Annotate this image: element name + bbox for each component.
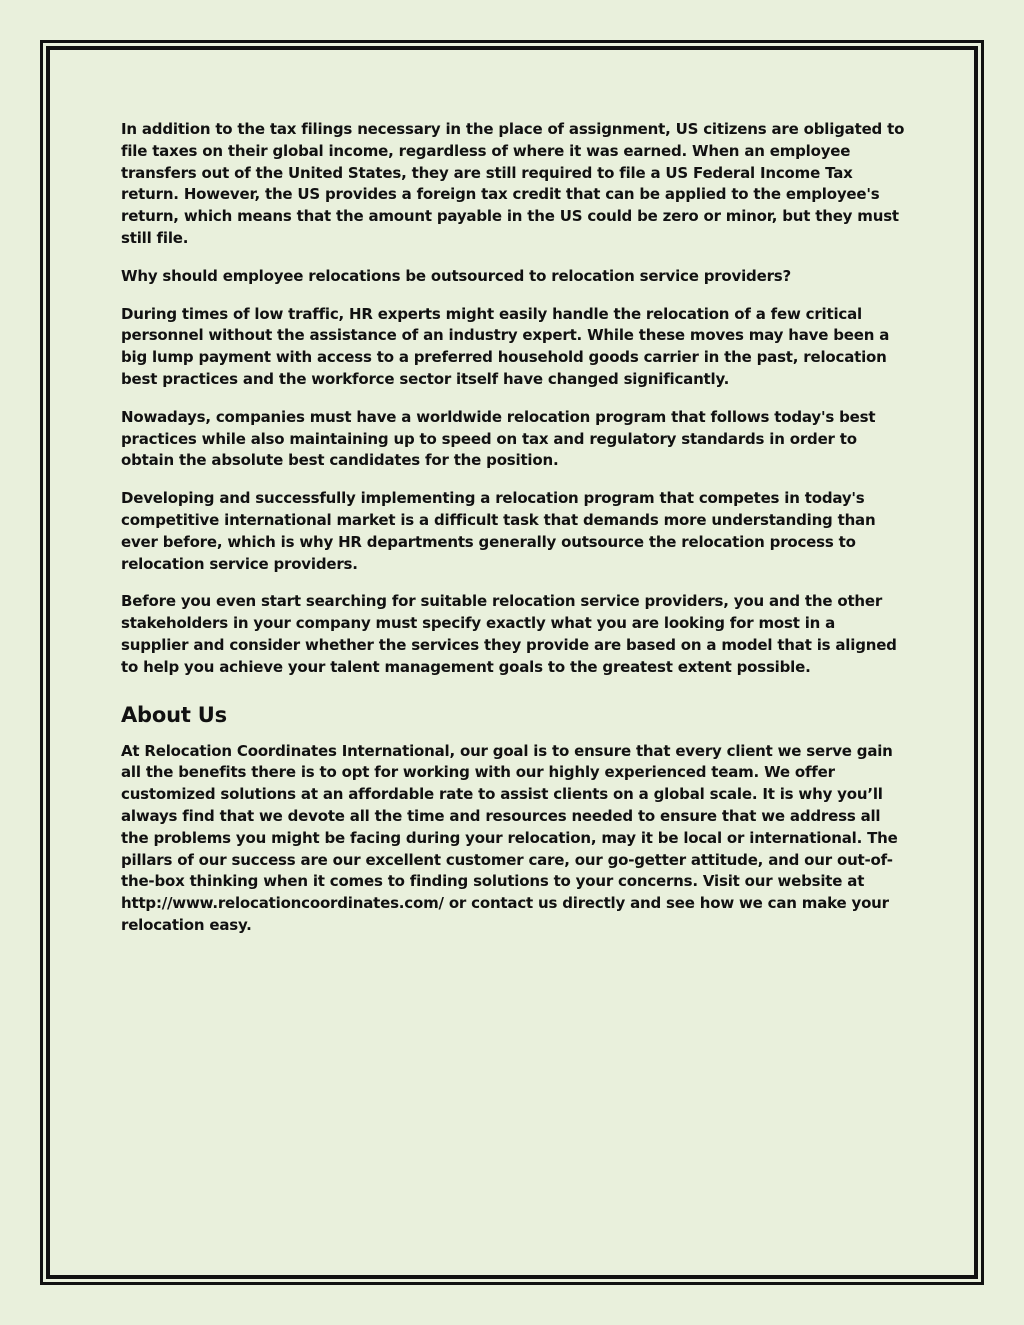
paragraph-outsourcing-question: Why should employee relocations be outsourced to relocation service providers? bbox=[121, 266, 791, 285]
about-us-heading: About Us bbox=[121, 702, 227, 727]
paragraph-worldwide-program: Nowadays, companies must have a worldwide relocation program that follows today's best practices while also maintaining up to speed on tax and regulatory standards in order to obtain the absolute best candidates for the position. bbox=[121, 407, 876, 470]
paragraph-low-traffic: During times of low traffic, HR experts might easily handle the relocation of a few critical personnel without the assistance of an industry expert. While these moves may have been a big lump payment with access to a preferred household goods carrier in the past, relocation best practices and the workforce sector itself have changed significantly. bbox=[121, 304, 890, 388]
paragraph-about-us: At Relocation Coordinates International, our goal is to ensure that every client we serve gain all the benefits there is to opt for working with our highly experienced team. We offer customized solutions at an affordable rate to assist clients on a global scale. It is why you’ll always find that we devote all the time and resources needed to ensure that we address all the problems you might be facing during your relocation, may it be local or international. The pillars of our success are our excellent customer care, our go-getter attitude, and our out-of-the-box thinking when it comes to finding solutions to your concerns. Visit our website at http://www.relocationcoordinates.com/ or contact us directly and see how we can make your relocation easy. bbox=[121, 741, 898, 934]
paragraph-before-searching: Before you even start searching for suitable relocation service providers, you and the other stakeholders in your company must specify exactly what you are looking for most in a supplier and consider whether the services they provide are based on a model that is aligned to help you achieve your talent management goals to the greatest extent possible. bbox=[121, 592, 897, 676]
document-body bbox=[121, 119, 905, 953]
paragraph-tax-filing: In addition to the tax filings necessary in the place of assignment, US citizens are obligated to file taxes on their global income, regardless of where it was earned. When an employee transfers out of the United States, they are still required to file a US Federal Income Tax return. However, the US provides a foreign tax credit that can be applied to the employee's return, which means that the amount payable in the US could be zero or minor, but they must still file. bbox=[121, 120, 905, 247]
paragraph-developing-program: Developing and successfully implementing a relocation program that competes in today's competitive international market is a difficult task that demands more understanding than ever before, which is why HR departments generally outsource the relocation process to relocation service providers. bbox=[121, 489, 876, 573]
